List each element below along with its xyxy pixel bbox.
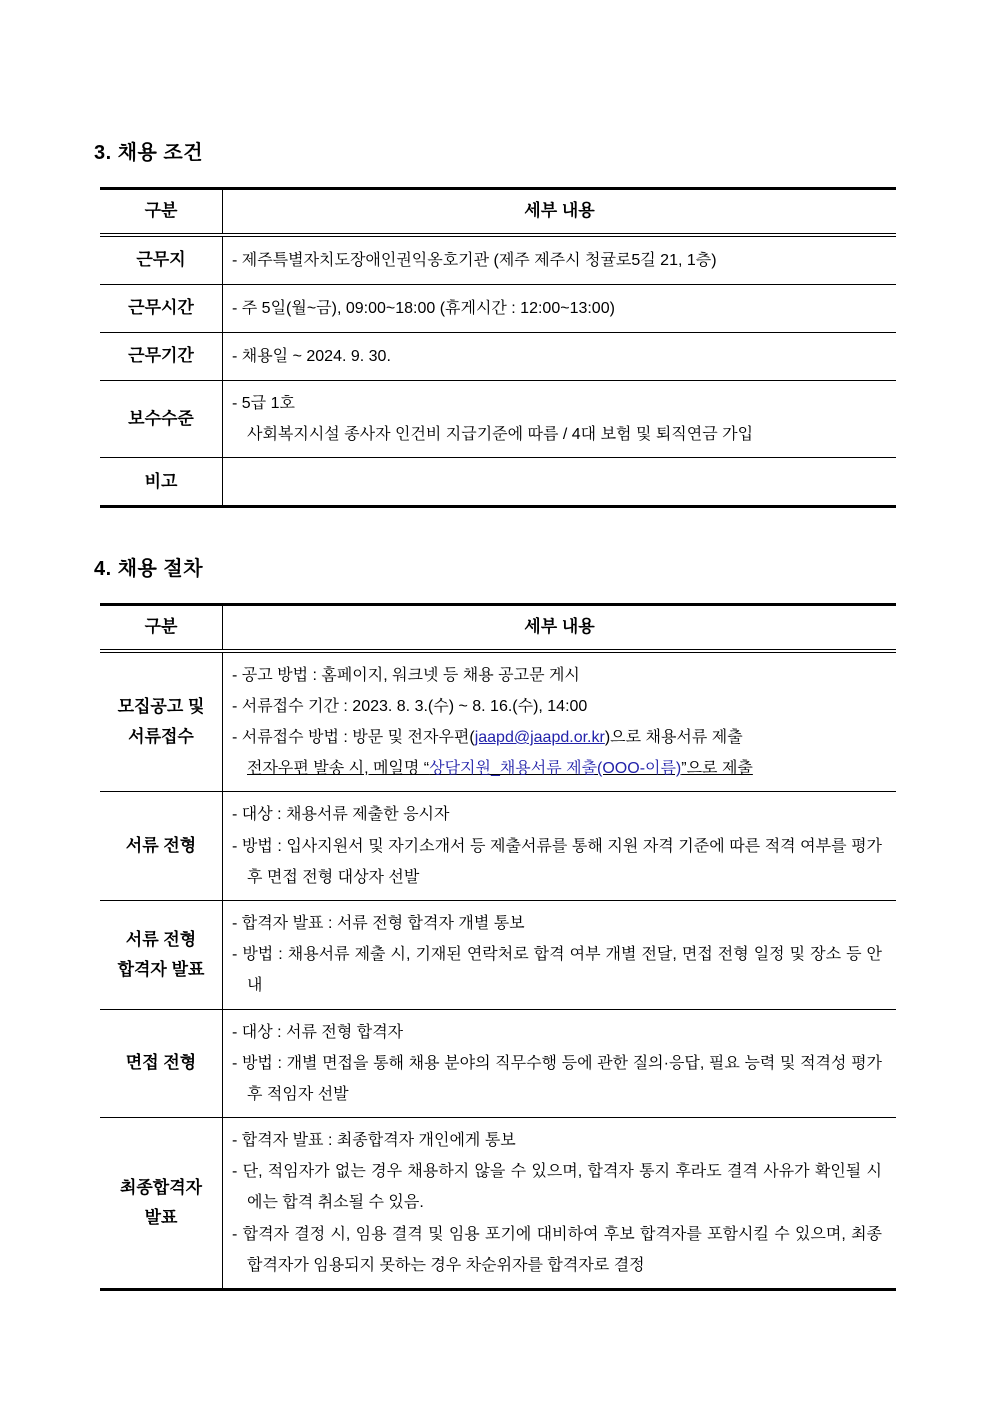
detail-text: )으로 채용서류 제출 (604, 729, 743, 747)
section-employment-conditions (0, 0, 992, 508)
row-label-cell (100, 1118, 223, 1288)
table-row (100, 457, 896, 505)
detail-paragraph (232, 831, 882, 893)
header-category-cell: 구분 (100, 190, 223, 233)
detail-paragraph (232, 799, 882, 830)
detail-text: - 서류접수 기간 : 2023. 8. 3.(수) ~ 8. 16.(수), 14:00 (232, 697, 588, 715)
row-label-cell (100, 1010, 223, 1118)
detail-paragraph (232, 939, 882, 1001)
header-detail-cell: 세부 내용 (524, 617, 595, 637)
detail-text: - 제주특별자치도장애인권익옹호기관 (제주 제주시 청귤로5길 21, 1층) (232, 251, 717, 269)
row-label-line: 면접 전형 (125, 1053, 197, 1073)
detail-text: 사회복지시설 종사자 인건비 지급기준에 따름 / 4대 보험 및 퇴직연금 가입 (247, 425, 754, 443)
detail-text: ”으로 제출 (681, 760, 753, 778)
detail-paragraph (232, 1125, 882, 1156)
row-detail-cell (223, 901, 896, 1009)
detail-paragraph (232, 908, 882, 939)
row-detail-cell (223, 285, 896, 332)
table-row (100, 791, 896, 900)
row-label-line: 서류접수 (128, 727, 194, 747)
row-label-cell (100, 237, 223, 284)
section-recruitment-process (0, 557, 992, 1291)
header-detail-cell: 세부 내용 (524, 201, 595, 220)
row-label-line: 근무지 (136, 250, 186, 270)
table-row (100, 1009, 896, 1118)
detail-text: - 공고 방법 : 홈페이지, 워크넷 등 채용 공고문 게시 (232, 666, 580, 684)
detail-text: - 채용일 ~ 2024. 9. 30. (232, 347, 391, 365)
detail-paragraph (232, 293, 882, 324)
detail-paragraph (232, 1017, 882, 1048)
row-label-cell (100, 333, 223, 380)
detail-paragraph (232, 245, 882, 276)
row-label-cell (100, 285, 223, 332)
detail-text: - 방법 : 채용서류 제출 시, 기재된 연락처로 합격 여부 개별 전달, 면접 전형 일정 및 장소 등 안내 (232, 946, 882, 995)
row-label-line: 최종합격자 (119, 1178, 203, 1198)
detail-text: - 주 5일(월~금), 09:00~18:00 (휴게시간 : 12:00~13:00) (232, 299, 615, 317)
row-label-cell (100, 792, 223, 900)
section-title-recruitment-process: 4. 채용 절차 (94, 558, 204, 581)
row-label-line: 서류 전형 (125, 930, 197, 949)
email-link[interactable]: jaapd@jaapd.or.kr (474, 729, 605, 747)
row-label-line: 발표 (144, 1208, 178, 1228)
row-detail-cell (223, 792, 896, 900)
row-label-cell (100, 458, 223, 505)
detail-text: - 합격자 발표 : 최종합격자 개인에게 통보 (232, 1132, 516, 1150)
detail-paragraph (232, 691, 882, 722)
detail-text: - 방법 : 개별 면접을 통해 채용 분야의 직무수행 등에 관한 질의·응답, 필요 능력 및 적격성 평가 후 적임자 선발 (232, 1054, 882, 1103)
row-label-line: 서류 전형 (125, 836, 197, 856)
table-row (100, 332, 896, 380)
detail-paragraph (232, 341, 882, 372)
table-row (100, 380, 896, 457)
detail-text: - 합격자 발표 : 서류 전형 합격자 개별 통보 (232, 914, 525, 932)
row-detail-cell (223, 333, 896, 380)
row-label-line: 보수수준 (128, 408, 194, 428)
detail-paragraph (232, 419, 882, 450)
row-label-line: 근무시간 (128, 298, 194, 318)
detail-text: - 서류접수 방법 : 방문 및 전자우편( (232, 729, 475, 747)
table-row (100, 1117, 896, 1288)
recruitment-process-table (100, 603, 896, 1291)
detail-paragraph (232, 1156, 882, 1218)
row-label-cell (100, 901, 223, 1009)
detail-paragraph (232, 753, 882, 784)
detail-paragraph (232, 1219, 882, 1281)
table-header-row (100, 606, 896, 653)
row-label-cell (100, 653, 223, 792)
table-row (100, 900, 896, 1009)
detail-text: - 대상 : 서류 전형 합격자 (232, 1023, 404, 1041)
row-label-line: 비고 (144, 471, 178, 491)
row-detail-cell (223, 1118, 896, 1288)
row-detail-cell (223, 653, 896, 792)
detail-text: 전자우편 발송 시, 메일명 “ (247, 760, 430, 778)
section-title-employment-conditions: 3. 채용 조건 (94, 142, 204, 164)
detail-text: - 5급 1호 (232, 394, 295, 412)
detail-text: - 단, 적임자가 없는 경우 채용하지 않을 수 있으며, 합격자 통지 후라도 결격 사유가 확인될 시에는 합격 취소될 수 있음. (232, 1163, 882, 1212)
row-detail-cell (223, 381, 896, 457)
table-row (100, 237, 896, 284)
table-header-row (100, 190, 896, 237)
row-label-cell (100, 381, 223, 457)
detail-paragraph (232, 388, 882, 419)
detail-paragraph (232, 1048, 882, 1110)
detail-text: - 대상 : 채용서류 제출한 응시자 (232, 806, 450, 824)
row-detail-cell (223, 458, 896, 505)
header-category-cell: 구분 (100, 606, 223, 649)
table-row (100, 653, 896, 792)
row-detail-cell (223, 1010, 896, 1118)
highlighted-text: 상담지원_채용서류 제출(OOO-이름) (429, 760, 682, 778)
row-label-line: 합격자 발표 (117, 959, 205, 979)
row-label-line: 근무기간 (128, 346, 194, 366)
detail-text: - 방법 : 입사지원서 및 자기소개서 등 제출서류를 통해 지원 자격 기준에 따른 적격 여부를 평가 후 면접 전형 대상자 선발 (232, 837, 882, 886)
detail-paragraph (232, 660, 882, 691)
table-row (100, 284, 896, 332)
row-detail-cell (223, 237, 896, 284)
employment-conditions-table (100, 187, 896, 508)
detail-paragraph (232, 722, 882, 753)
detail-text: - 합격자 결정 시, 임용 결격 및 임용 포기에 대비하여 후보 합격자를 포함시킬 수 있으며, 최종합격자가 임용되지 못하는 경우 차순위자를 합격자로 결정 (232, 1225, 882, 1274)
row-label-line: 모집공고 및 (117, 697, 205, 717)
